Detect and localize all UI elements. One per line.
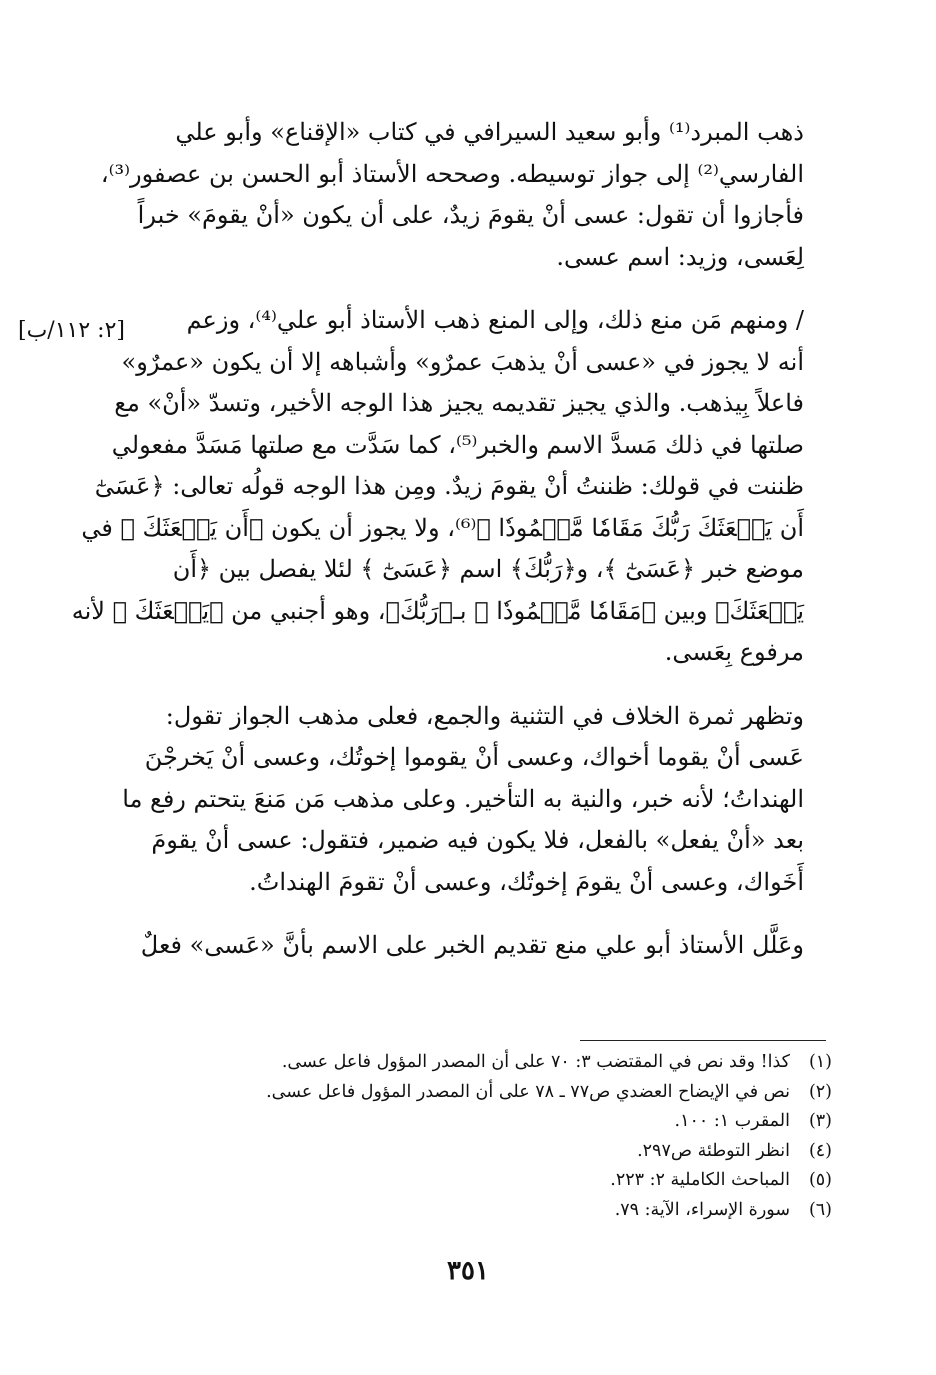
page-number: ٣٥١ (447, 1256, 489, 1286)
footnote-item (200, 1048, 832, 1078)
footnote-text: سورة الإسراء، الآية: ٧٩. (614, 1199, 790, 1220)
text-line: الهنداتُ؛ لأنه خبر، والنية به التأخير. وعلى مذهب مَن مَنعَ يتحتم رفع ما (122, 784, 804, 813)
footnote-number: (٢) (808, 1081, 832, 1102)
footnote-separator (580, 1040, 826, 1041)
footnote-item (200, 1166, 832, 1196)
paragraph-1 (100, 112, 832, 278)
text-line: صلتها في ذلك مَسدَّ الاسم والخبر⁽⁵⁾، كما سَدَّت مع صلتها مَسَدَّ مفعولي (111, 430, 804, 459)
text-line: / ومنهم مَن منع ذلك، وإلى المنع ذهب الأستاذ أبو علي⁽⁴⁾، وزعم (186, 306, 804, 334)
footnote-number: (٣) (808, 1111, 832, 1131)
text-line: لِعَسى، وزيد: اسم عسى. (556, 242, 804, 271)
footnote-text: كذا! وقد نص في المقتضب ٣: ٧٠ على أن المصدر المؤول فاعل عسى. (281, 1052, 790, 1072)
paragraph-4 (132, 925, 832, 967)
footnote-number: (١) (808, 1052, 832, 1072)
text-line: أَن يَبۡعَثَكَ رَبُّكَ مَقَامٗا مَّحۡمُودٗا ﴾⁽⁶⁾، ولا يجوز أن يكون ﴿أَن يَبۡعَثَكَ ﴾ في (81, 513, 804, 542)
footnote-text: المقرب ١: ١٠٠. (674, 1111, 790, 1131)
text-line: بعد «أنْ يفعل» بالفعل، فلا يكون فيه ضمير، فتقول: عسى أنْ يقومَ (151, 826, 804, 854)
text-line: وعَلَّل الأستاذ أبو علي منع تقديم الخبر على الاسم بأنَّ «عَسى» فعلٌ (140, 931, 804, 959)
footnote-number: (٤) (808, 1140, 832, 1161)
footnotes (200, 1048, 832, 1225)
text-line: فأجازوا أن تقول: عسى أنْ يقومَ زيدٌ، على أن يكون «أنْ يقومَ» خبراً (137, 201, 804, 229)
text-line: أنه لا يجوز في «عسى أنْ يذهبَ عمرٌو» وأشباهه إلا أن يكون «عمرٌو» (121, 347, 804, 376)
footnote-text: المباحث الكاملية ٢: ٢٢٣. (610, 1170, 790, 1190)
text-line: ذهب المبرد⁽¹⁾ وأبو سعيد السيرافي في كتاب «الإقناع» وأبو علي (175, 118, 804, 146)
text-line: وتظهر ثمرة الخلاف في التثنية والجمع، فعلى مذهب الجواز تقول: (165, 701, 804, 730)
footnote-item (200, 1196, 832, 1226)
footnote-number: (٦) (808, 1199, 832, 1220)
text-line: فاعلاً بِيذهب. والذي يجيز تقديمه يجيز هذا الوجه الأخير، وتسدّ «أنْ» مع (114, 389, 804, 417)
footnote-item (200, 1107, 832, 1137)
footnote-item (200, 1137, 832, 1167)
footnote-item (200, 1078, 832, 1108)
paragraph-3 (122, 696, 832, 904)
text-line: مرفوع بِعَسى. (664, 638, 804, 666)
text-line: عَسى أنْ يقوما أخواك، وعسى أنْ يقوموا إخوتُك، وعسى أنْ يَخرجْنَ (144, 743, 804, 771)
text-line: أَخَواك، وعسى أنْ يقومَ إخوتُك، وعسى أنْ تقومَ الهنداتُ. (249, 867, 804, 896)
text-line: يَبۡعَثَكَ﴾ وبين ﴿مَقَامٗا مَّحۡمُودٗا ﴾ بـ﴿رَبُّكَ﴾، وهو أجنبي من ﴿يَبۡعَثَكَ ﴾ لأنه (71, 596, 804, 625)
text-line: ظننت في قولك: ظننتُ أنْ يقومَ زيدٌ. ومِن هذا الوجه قولُه تعالى: ﴿عَسَىٰٓ (94, 472, 804, 500)
text-line: الفارسي⁽²⁾ إلى جواز توسيطه. وصححه الأستاذ أبو الحسن بن عصفور⁽³⁾، (100, 159, 804, 188)
manuscript-folio-reference: [٢: ١١٢/ب] (18, 318, 125, 343)
footnote-number: (٥) (808, 1170, 832, 1190)
footnote-text: انظر التوطئة ص٢٩٧. (637, 1140, 790, 1161)
text-line: موضع خبر ﴿عَسَىٰٓ ﴾، و﴿رَبُّكَ﴾ اسم ﴿عَسَىٰٓ ﴾ لئلا يفصل بين ﴿أَن (172, 555, 804, 583)
footnote-text: نص في الإيضاح العضدي ص٧٧ ـ ٧٨ على أن المصدر المؤول فاعل عسى. (266, 1081, 790, 1102)
